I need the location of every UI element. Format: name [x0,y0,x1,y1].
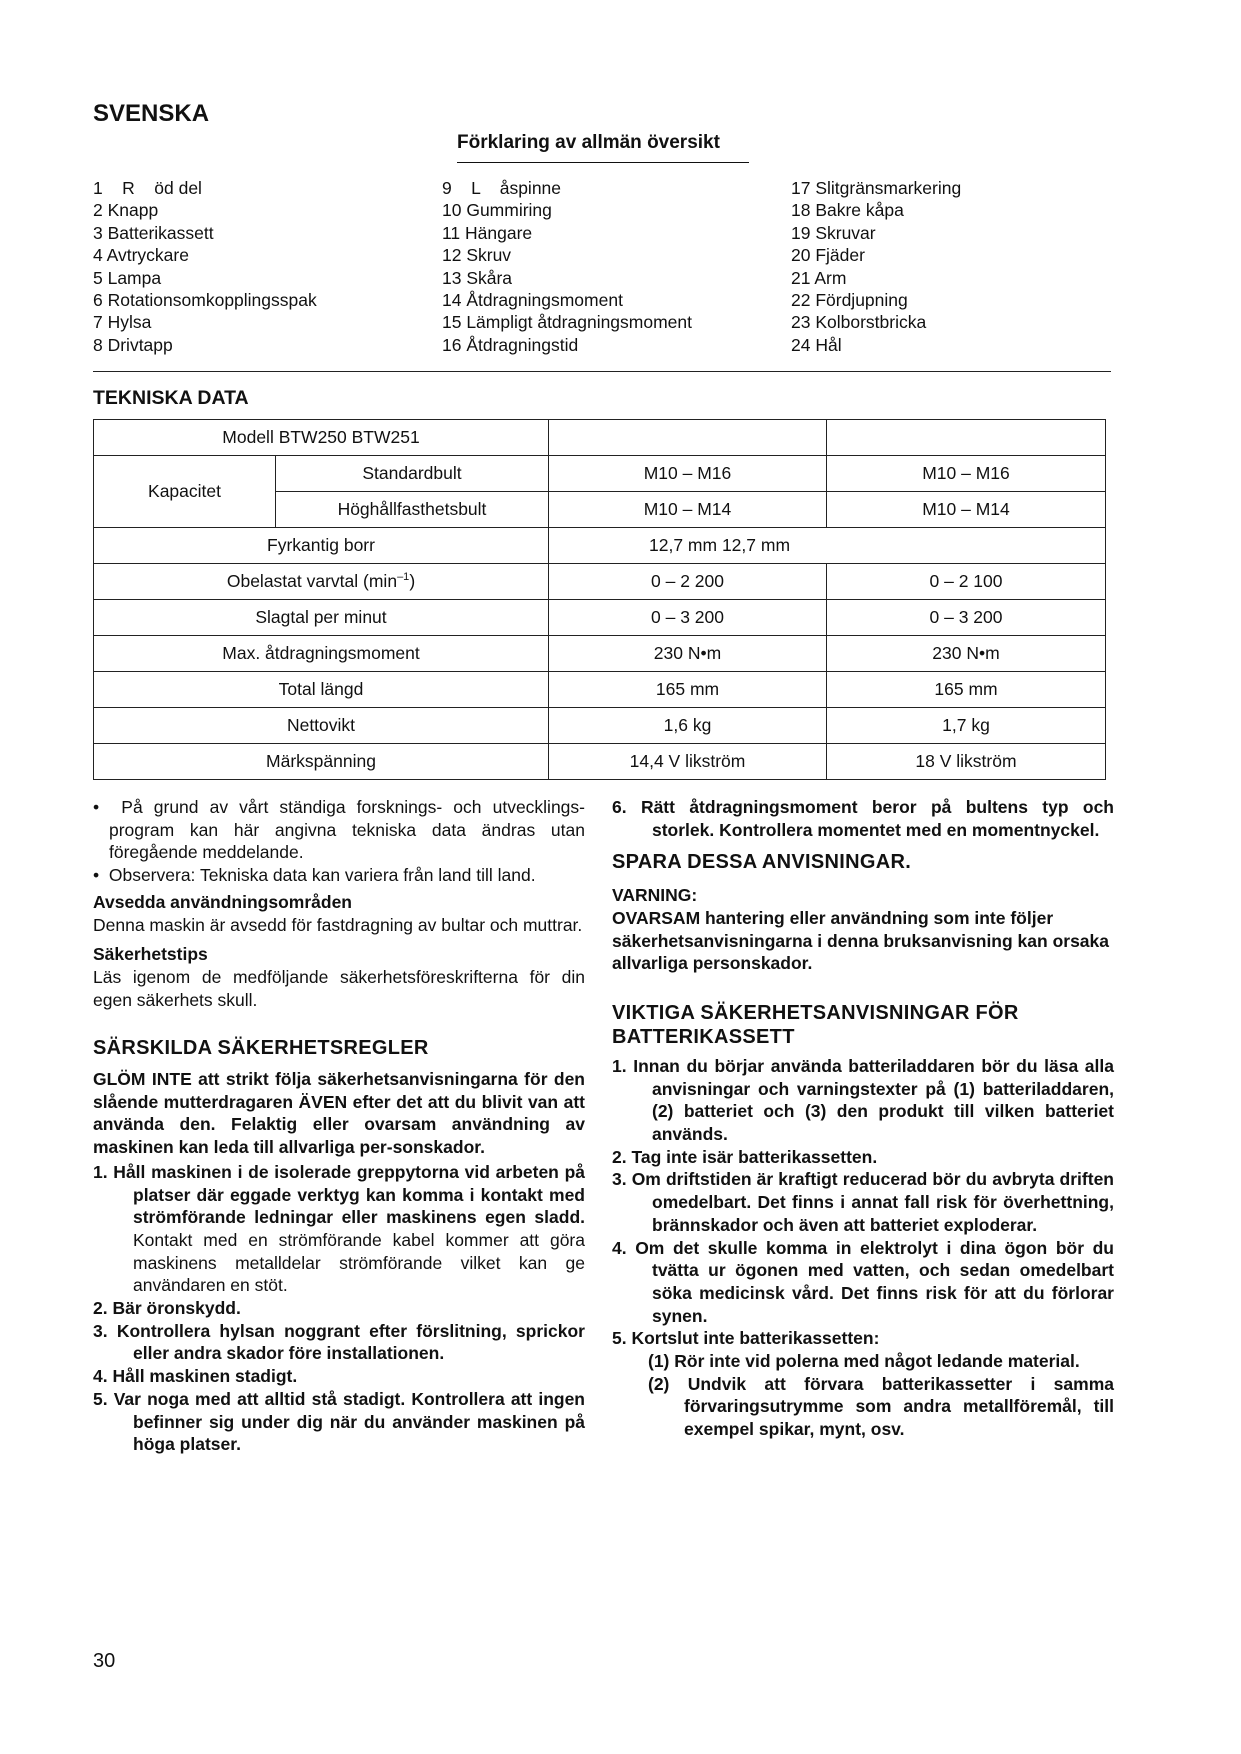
parts-list-item: 20 Fjäder [791,245,865,266]
table-cell: M10 – M16 [549,456,827,492]
parts-list-item: 7 Hylsa [93,312,152,333]
parts-list-item: 18 Bakre kåpa [791,200,904,221]
table-cell: 1,7 kg [827,708,1106,744]
use-text: Denna maskin är avsedd för fastdragning av bultar och muttrar. [93,914,583,935]
parts-list-item: 16 Åtdragningstid [442,334,579,355]
parts-list-item: 10 Gummiring [442,200,552,221]
parts-list-item: 15 Lämpligt åtdragningsmoment [442,312,693,333]
table-cell: M10 – M16 [827,456,1106,492]
spec-table [93,419,1106,780]
table-cell [827,420,1106,456]
parts-list-item: 3 Batterikassett [93,222,214,243]
parts-list-item: 24 Hål [791,334,842,355]
battery-safety-title: VIKTIGA SÄKERHETSANVISNINGAR FÖR BATTERIKASSETT [612,1001,1019,1048]
parts-list-item: 2 Knapp [93,200,159,221]
overview-title: Förklaring av allmän översikt [457,132,720,153]
save-instructions-title: SPARA DESSA ANVISNINGAR. [612,851,912,874]
table-row [94,456,1106,492]
parts-list-item: 9 L åspinne [442,178,562,198]
noload-unit-sup: –1 [397,571,410,584]
parts-list-item: 5 Lampa [93,267,162,288]
parts-list-item: 13 Skåra [442,267,513,288]
square-drive-label: Fyrkantig borr [94,528,549,564]
rule-3: 3. Kontrollera hylsan noggrant efter förslitning, sprickor eller andra skador före installationen. [93,1320,585,1364]
table-cell: 14,4 V likström [549,744,827,780]
parts-list-item: 22 Fördjupning [791,290,908,311]
table-row [94,672,1106,708]
noload-text: Obelastat varvtal (min [226,571,398,591]
page-number: 30 [93,1650,116,1672]
noload-close: ) [409,571,416,591]
special-intro: GLÖM INTE att strikt följa säkerhetsanvisningarna för den slående mutterdragaren ÄVEN efter det att du blivit van att använda den. Felaktig eller ovarsam användning av maskinen kan leda till allvarliga per-sonskador. [93,1069,585,1158]
table-cell: 12,7 mm 12,7 mm [549,528,1106,564]
parts-list-item: 19 Skruvar [791,222,876,243]
battery-rule-2: 2. Tag inte isär batterikassetten. [612,1146,878,1167]
tech-data-title: TEKNISKA DATA [93,387,249,409]
table-row [94,528,1106,564]
table-cell: 165 mm [549,672,827,708]
left-column [93,796,585,1456]
weight-label: Nettovikt [94,708,549,744]
parts-list-item: 14 Åtdragningsmoment [442,290,623,311]
model-header: Modell BTW250 BTW251 [94,420,549,456]
impacts-label: Slagtal per minut [94,600,549,636]
table-cell: 230 N•m [549,636,827,672]
safety-title: Säkerhetstips [93,944,208,965]
parts-list-item: 12 Skruv [442,245,512,266]
parts-list-item: 21 Arm [791,267,847,288]
table-cell: 165 mm [827,672,1106,708]
parts-list-item: 17 Slitgränsmarkering [791,178,962,198]
length-label: Total längd [94,672,549,708]
parts-list-item: 23 Kolborstbricka [791,312,927,333]
parts-list-col1 [93,177,317,356]
table-row [94,420,1106,456]
high-bolt-label: Höghållfasthetsbult [276,492,549,528]
spec-note-text: Observera: Tekniska data kan variera från land till land. [108,865,536,886]
section-divider [93,371,1111,372]
rule-6: 6. Rätt åtdragningsmoment beror på bultens typ och storlek. Kontrollera momentet med en momentnyckel. [612,797,1114,840]
battery-rule-5-1: (1) Rör inte vid polerna med något ledande material. [648,1351,1080,1372]
torque-label: Max. åtdragningsmoment [94,636,549,672]
table-cell [549,420,827,456]
table-row [94,564,1106,600]
warning-title: VARNING: [612,885,698,906]
warning-text: OVARSAM hantering eller användning som inte följer säkerhetsanvisningarna i denna bruksanvisning kan orsaka allvarliga personskador. [612,907,1109,974]
table-cell: 1,6 kg [549,708,827,744]
safety-text: Läs igenom de medföljande säkerhetsföreskrifterna för din egen säkerhets skull. [93,966,585,1010]
battery-rule-1: 1. Innan du börjar använda batteriladdaren bör du läsa alla anvisningar och varningstexter på (1) batteriladdaren, (2) batteriet och (3) den produkt till vilken batteriet används. [612,1055,1114,1145]
rule-1-bold: 1. Håll maskinen i de isolerade greppytorna vid arbeten på platser där eggade verktyg kan komma i kontakt med strömförande ledningar eller maskinens egen sladd. [93,1161,585,1228]
parts-list-item: 11 Hängare [442,222,533,243]
use-title: Avsedda användningsområden [93,891,352,912]
table-row [94,708,1106,744]
battery-rule-5-2: (2) Undvik att förvara batterikassetter i samma förvaringsutrymme som andra metallföremål, till exempel spikar, mynt, osv. [648,1373,1114,1440]
table-cell: M10 – M14 [549,492,827,528]
table-cell: M10 – M14 [827,492,1106,528]
special-rules-title: SÄRSKILDA SÄKERHETSREGLER [93,1037,429,1060]
battery-rule-3: 3. Om driftstiden är kraftigt reducerad bör du avbryta driften omedelbart. Det finns i annat fall risk för överhettning, brännskador och även att batteriet exploderar. [612,1169,1114,1235]
right-column [612,796,1114,1441]
capacity-label: Kapacitet [94,456,276,528]
table-row [94,636,1106,672]
standard-bolt-label: Standardbult [276,456,549,492]
noload-speed-label [94,564,549,600]
spec-note-bullet-1: • På grund av vårt ständiga forsknings- och utvecklings-program kan här angivna tekniska data ändras utan föregående meddelande. [93,797,585,863]
language-heading: SVENSKA [93,100,210,127]
parts-list-item: 4 Avtryckare [93,245,189,266]
spec-note-text: På grund av vårt ständiga forsknings- och utvecklings-program kan här angivna tekniska data ändras utan föregående meddelande. [109,797,585,863]
voltage-label: Märkspänning [94,744,549,780]
parts-list-item: 8 Drivtapp [93,334,173,355]
parts-list-item: 6 Rotationsomkopplingsspak [93,290,317,311]
rule-4: 4. Håll maskinen stadigt. [93,1366,298,1387]
table-cell: 0 – 2 200 [549,564,827,600]
table-cell: 0 – 3 200 [827,600,1106,636]
rule-5: 5. Var noga med att alltid stå stadigt. Kontrollera att ingen befinner sig under dig när du använder maskinen på höga platser. [93,1388,585,1455]
table-cell: 18 V likström [827,744,1106,780]
spec-note-bullet-2: • Observera: Tekniska data kan variera från land till land. [93,865,536,886]
rule-2: 2. Bär öronskydd. [93,1298,241,1319]
table-cell: 230 N•m [827,636,1106,672]
battery-rule-4: 4. Om det skulle komma in elektrolyt i dina ögon bör du tvätta ur ögonen med vatten, och sedan omedelbart söka medicinsk vård. Det finns risk för att du förlorar synen. [612,1237,1114,1326]
parts-list-col2 [442,177,692,356]
rule-1 [93,1161,585,1297]
battery-rule-5: 5. Kortslut inte batterikassetten: [612,1328,880,1349]
table-row [94,744,1106,780]
table-cell: 0 – 2 100 [827,564,1106,600]
overview-rule [457,162,749,163]
parts-list-col3 [791,177,961,356]
parts-list-item: 1 R öd del [93,178,202,198]
rule-1-normal: Kontakt med en strömförande kabel kommer att göra maskinens metalldelar strömförande vilket kan ge användaren en stöt. [133,1229,585,1296]
table-cell: 0 – 3 200 [549,600,827,636]
table-row [94,600,1106,636]
